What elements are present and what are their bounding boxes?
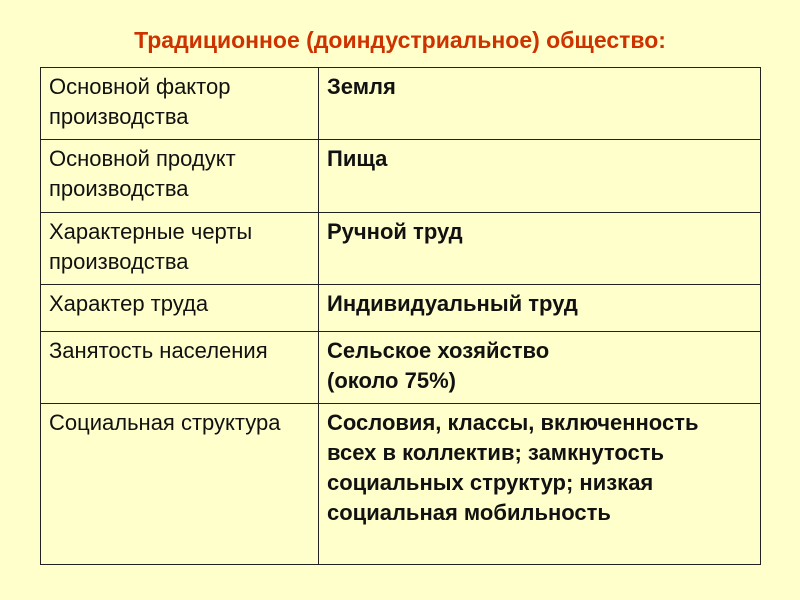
- slide-title: Традиционное (доиндустриальное) общество:: [134, 27, 666, 53]
- value-line: Сословия, классы, включенность всех в коллектив; замкнутость социальных структур; низкая социальная мобильность: [327, 410, 699, 525]
- table-row: [41, 285, 761, 332]
- table-row: [41, 68, 761, 140]
- row-label-labor-character: Характер труда: [41, 285, 319, 332]
- table-row: [41, 404, 761, 565]
- row-label-main-product: Основной продукт производства: [41, 140, 319, 213]
- value-line: Индивидуальный труд: [327, 291, 578, 316]
- value-line: Ручной труд: [327, 219, 463, 244]
- row-label-production-factor: Основной фактор производства: [41, 68, 319, 140]
- value-line: Пища: [327, 146, 388, 171]
- row-value-production-factor: [319, 68, 761, 140]
- table-row: [41, 332, 761, 404]
- society-characteristics-table: [40, 67, 761, 565]
- value-line: (около 75%): [327, 368, 456, 393]
- row-value-main-product: [319, 140, 761, 213]
- row-label-social-structure: Социальная структура: [41, 404, 319, 565]
- row-label-employment: Занятость населения: [41, 332, 319, 404]
- row-value-employment: [319, 332, 761, 404]
- row-value-production-traits: [319, 213, 761, 285]
- table-row: [41, 140, 761, 213]
- value-line: Земля: [327, 74, 396, 99]
- table-row: [41, 213, 761, 285]
- row-value-social-structure: [319, 404, 761, 565]
- value-line: Сельское хозяйство: [327, 338, 550, 363]
- row-label-production-traits: Характерные черты производства: [41, 213, 319, 285]
- row-value-labor-character: [319, 285, 761, 332]
